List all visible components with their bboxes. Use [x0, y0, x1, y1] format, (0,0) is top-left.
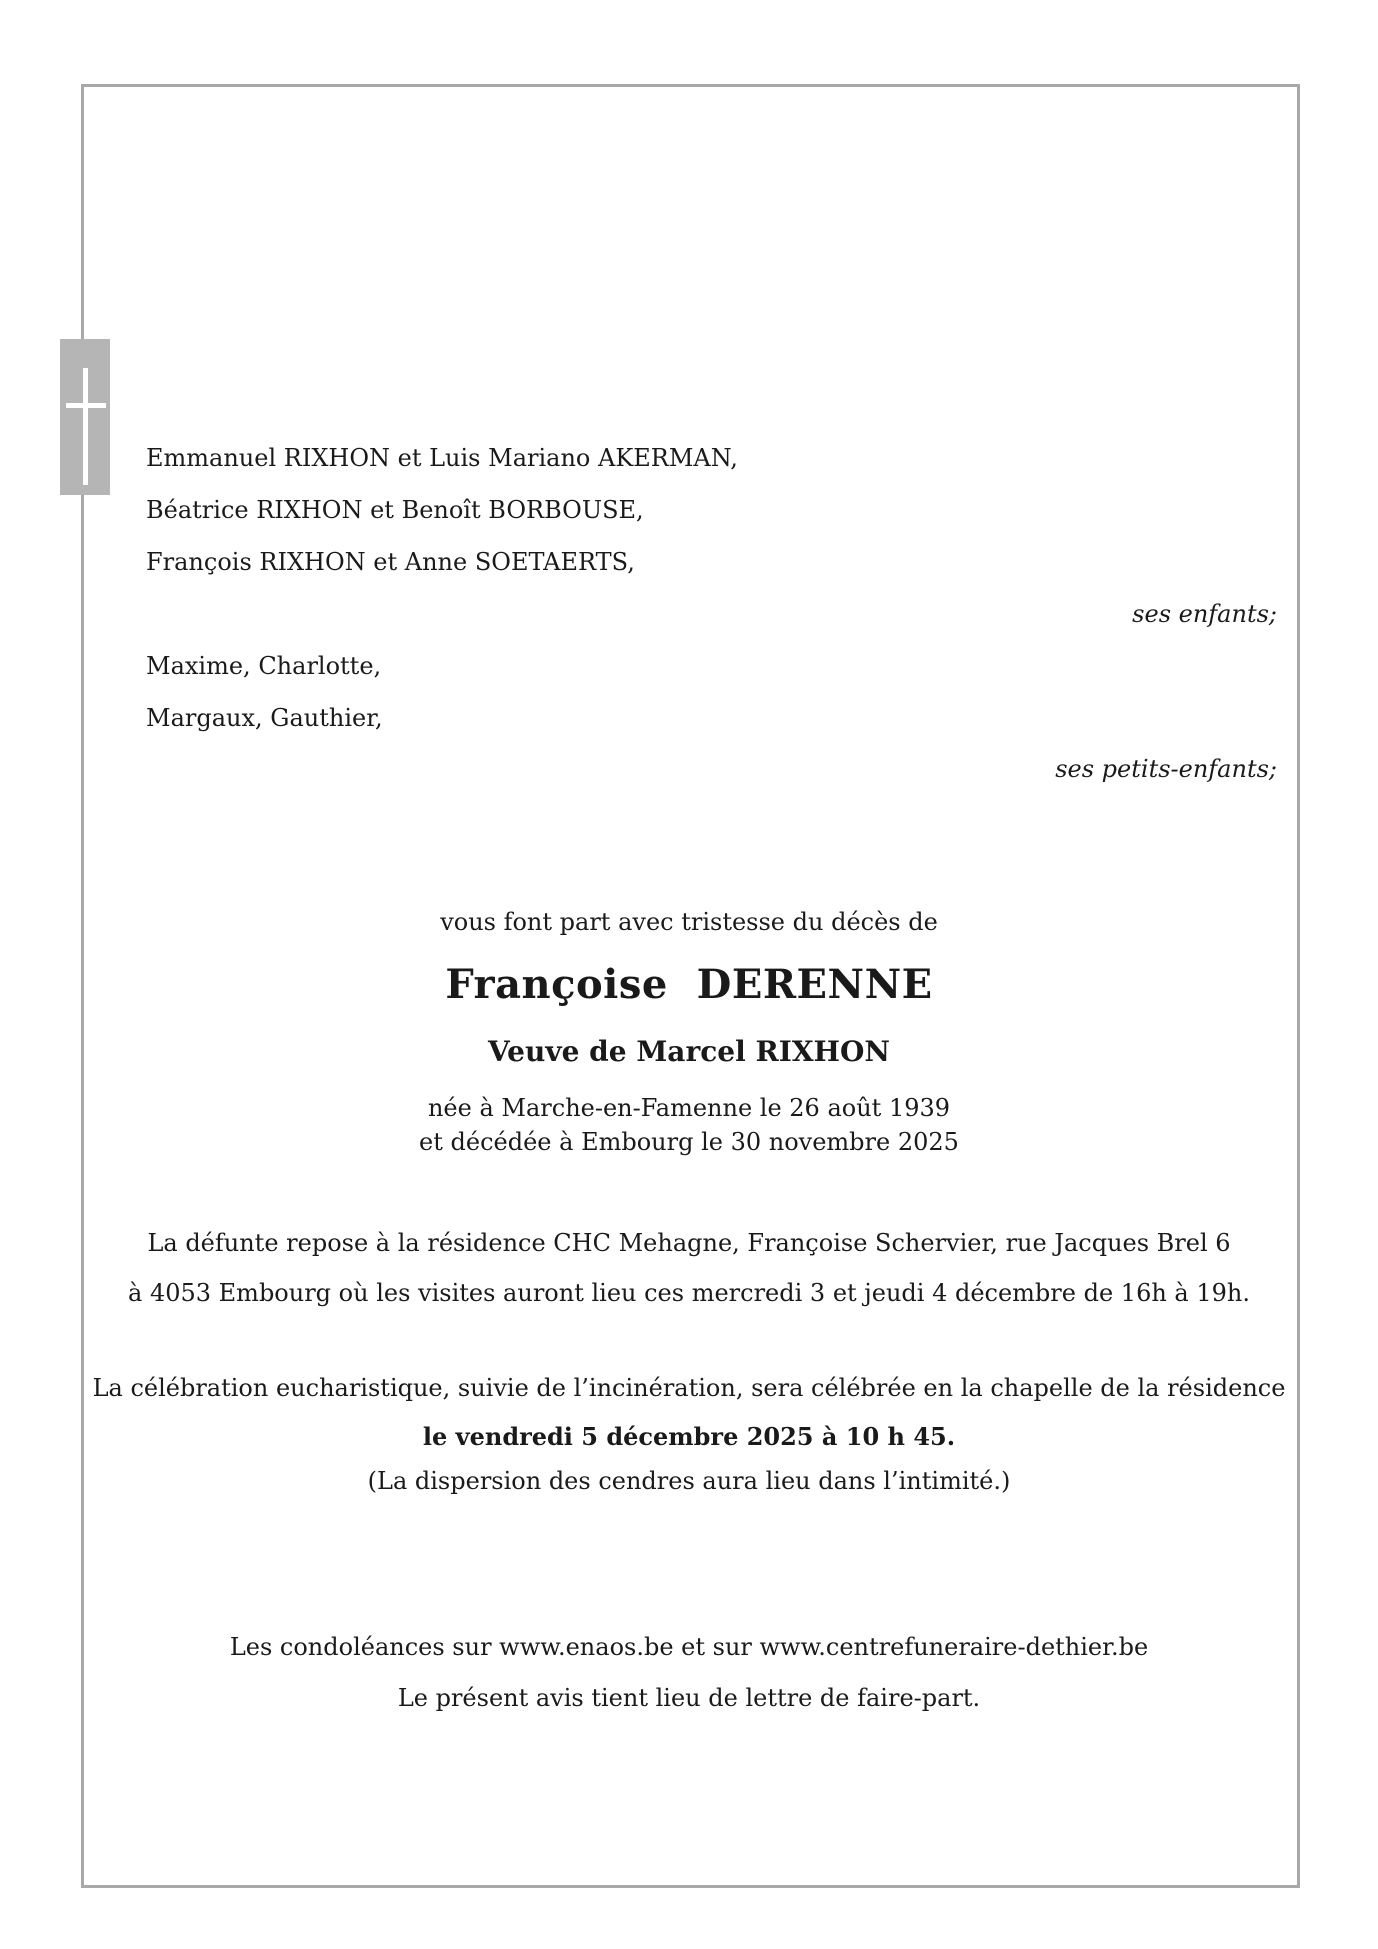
announcement-intro: vous font part avec tristesse du décès de [440, 908, 938, 936]
deceased-last-name: DERENNE [696, 961, 933, 1008]
ceremony-note: (La dispersion des cendres aura lieu dans l’intimité.) [367, 1467, 1011, 1495]
grandchild-line-2: Margaux, Gauthier, [146, 704, 383, 732]
child-line-2: Béatrice RIXHON et Benoît BORBOUSE, [146, 496, 644, 524]
notice-line: Le présent avis tient lieu de lettre de faire-part. [397, 1684, 981, 1712]
death-line: et décédée à Embourg le 30 novembre 2025 [419, 1128, 959, 1156]
children-label: ses enfants; [1132, 600, 1277, 628]
child-line-3: François RIXHON et Anne SOETAERTS, [146, 548, 635, 576]
condolences-line: Les condoléances sur www.enaos.be et sur www.centrefuneraire-dethier.be [229, 1633, 1149, 1661]
deceased-name [0, 961, 1378, 1009]
visitation-line-2: à 4053 Embourg où les visites auront lieu ces mercredi 3 et jeudi 4 décembre de 16h à 19h. [128, 1279, 1250, 1307]
cross-icon [60, 339, 110, 495]
visitation-line-1: La défunte repose à la résidence CHC Mehagne, Françoise Schervier, rue Jacques Brel 6 [147, 1229, 1231, 1257]
grandchild-line-1: Maxime, Charlotte, [146, 652, 382, 680]
child-line-1: Emmanuel RIXHON et Luis Mariano AKERMAN, [146, 444, 738, 472]
birth-line: née à Marche-en-Famenne le 26 août 1939 [427, 1094, 951, 1122]
ceremony-date: le vendredi 5 décembre 2025 à 10 h 45. [422, 1422, 956, 1451]
grandchildren-label: ses petits-enfants; [1055, 755, 1277, 783]
widow-of: Veuve de Marcel RIXHON [488, 1035, 890, 1068]
deceased-first-name: Françoise [445, 961, 668, 1008]
ceremony-line-1: La célébration eucharistique, suivie de l’incinération, sera célébrée en la chapelle de la résidence [92, 1374, 1286, 1402]
